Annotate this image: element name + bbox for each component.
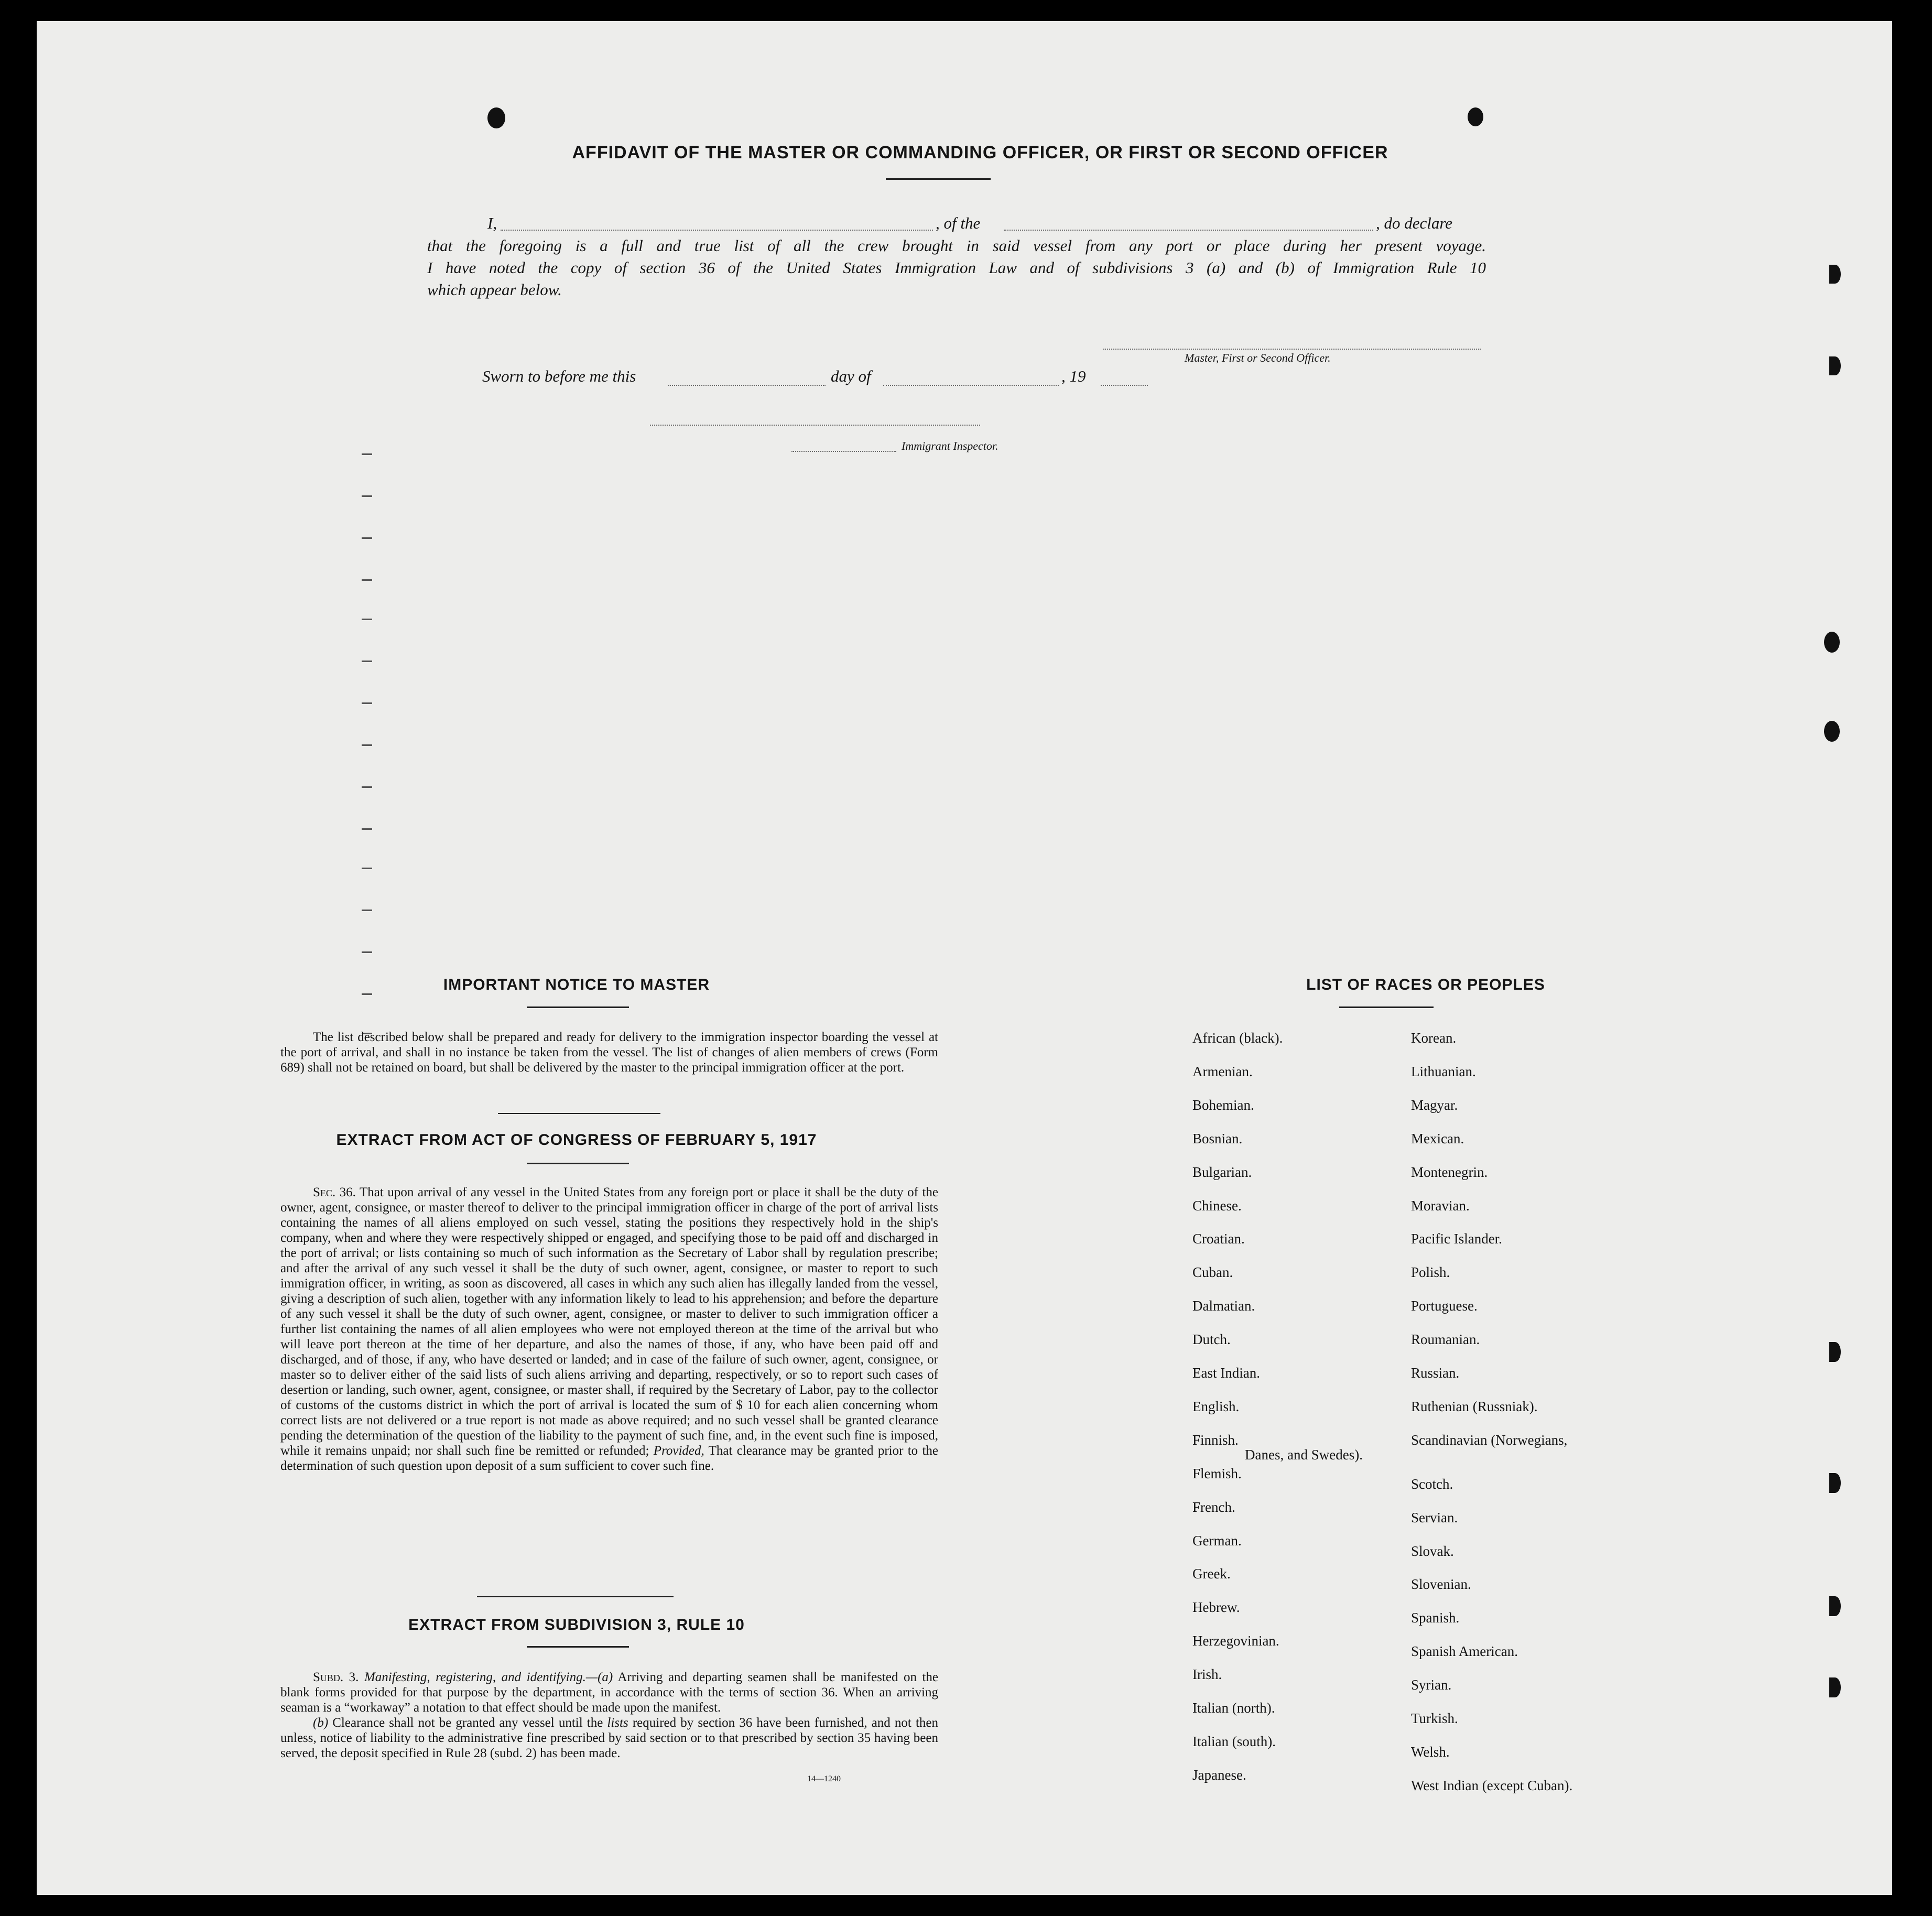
race-item: Bosnian. [1192,1130,1243,1146]
binding-hole [1829,356,1841,375]
form-number: 14—1240 [807,1774,841,1783]
race-item: African (black). [1192,1030,1283,1046]
race-item: Italian (south). [1192,1733,1276,1749]
punch-hole-top-left [487,107,505,128]
race-item: Bohemian. [1192,1097,1254,1113]
race-item: Slovenian. [1411,1576,1471,1593]
margin-dash [362,661,372,662]
margin-dash [362,951,372,953]
binding-hole [1824,632,1840,653]
race-item: Korean. [1411,1030,1457,1046]
punch-hole-top-right [1468,107,1483,126]
race-item: Turkish. [1411,1711,1458,1726]
binding-hole [1829,1596,1841,1616]
race-item: Polish. [1411,1264,1450,1281]
margin-dash [362,495,372,497]
notice-text: The list described below shall be prepared and ready for delivery to the immigration inspector boarding the vessel at the port of arrival, and shall in no instance be taken from the vessel. The list of changes of alien members of crews (Form 689) shall not be retained on board, but shall be delivered by the master to the principal immigration officer at the port. [280,1030,938,1075]
race-item: Moravian. [1411,1197,1470,1214]
race-item: Lithuanian. [1411,1063,1476,1079]
affidavit-body-line: that the foregoing is a full and true list of all the crew brought in said vessel from any port or place during her present voyage. [427,236,1486,255]
rule-paragraph-b [280,1715,938,1761]
margin-dash [362,868,372,869]
race-item: Scotch. [1411,1476,1453,1492]
affidavit-body-line: I have noted the copy of section 36 of the United States Immigration Law and of subdivisions 3 (a) and (b) of Immigration Rule 10 [427,258,1486,277]
race-item: English. [1192,1398,1240,1414]
race-item: Slovak. [1411,1543,1454,1559]
race-item: West Indian (except Cuban). [1411,1777,1573,1793]
extract-act-underline [527,1163,629,1164]
race-item: Irish. [1192,1666,1222,1683]
section-divider [477,1596,674,1597]
race-item: Danes, and Swedes). [1245,1446,1363,1463]
rule-text-a: Arriving and departing seamen shall be manifested on the blank forms provided for that purpose by the department, in accordance with the terms of section 36. When an arriving seaman is a “workaway” a notation to that effect should be made upon the manifest. [280,1670,938,1715]
sworn-day-of-label: day of [831,367,871,385]
race-item: Dalmatian. [1192,1298,1255,1314]
sworn-month-field[interactable] [883,385,1059,386]
extract-act-text [280,1185,938,1474]
section-36-text: 36. That upon arrival of any vessel in the United States from any foreign port or place it shall be the duty of the owner, agent, consignee, or master thereof to deliver to the principal immigration officer in charge of the port of arrival lists containing the names of all aliens employed on such vessel, stating the positions they respectively hold in the ship's company, when and where they were respectively shipped or engaged, and specifying those to be paid off and discharged in the port of arrival; or lists containing so much of such information as the Secretary of Labor shall by regulation prescribe; and after the arrival of any such vessel it shall be the duty of such owner, agent, consignee, or master to report to such immigration officer, in writing, as soon as discovered, all cases in which any such alien has illegally landed from the vessel, giving a description of such alien, together with any information likely to lead to his apprehension; and before the departure of any such vessel it shall be the duty of such owner, agent, consignee, or master to deliver to such immigration officer a further list containing the names of all alien employees who were not employed thereon at the time of the arrival but who will leave port thereon at the time of her departure, and also the names of those, if any, who have been paid off and discharged, and of those, if any, who have deserted or landed; and in case of the failure of such owner, agent, consignee, or master so to deliver either of the said lists of such aliens arriving and departing, respectively, or so to report such cases of desertion or landing, such owner, agent, consignee, or master shall, if required by the Secretary of Labor, pay to the collector of customs of the customs district in which the port of arrival is located the sum of $ 10 for each alien concerning whom correct lists are not delivered or a true report is not made as above required; and no such vessel shall be granted clearance pending the determination of the question of the liability to the payment of such fine, and, in the event such fine is imposed, while it remains unpaid; nor shall such fine be remitted or refunded; [280,1185,938,1458]
race-item: Scandinavian (Norwegians, [1411,1432,1568,1448]
race-item: Armenian. [1192,1063,1253,1079]
margin-dash [362,744,372,746]
affidavit-declare-label: , do declare [1376,214,1453,232]
affidavit-line-1 [487,214,1483,235]
title-underline [886,178,991,180]
race-item: Hebrew. [1192,1599,1240,1616]
margin-dash [362,453,372,455]
vessel-name-field[interactable] [1004,230,1373,231]
binding-hole [1829,1342,1841,1362]
race-item: Spanish. [1411,1610,1460,1626]
rule-text-b1: Clearance shall not be granted any vessel until the [328,1716,607,1730]
inspector-caption-leader [791,451,896,452]
section-36-proviso: That clearance may be granted prior to the determination of such question upon deposit of a sum sufficient to cover such fine. [280,1444,938,1473]
binding-hole [1824,721,1840,742]
binding-hole [1829,265,1841,284]
sworn-prefix: Sworn to before me this [482,367,636,385]
subd-number: 3. [343,1670,364,1684]
notice-title-underline [527,1006,629,1008]
margin-dash [362,537,372,539]
margin-dash [362,619,372,620]
subd-heading: Manifesting, registering, and identifying.—(a) [364,1670,613,1684]
race-item: Russian. [1411,1365,1460,1381]
master-signature-field[interactable] [1103,349,1481,350]
sworn-line [482,367,1216,390]
race-item: French. [1192,1499,1235,1515]
affidavit-body [427,235,1486,301]
affidavit-i-label: I, [487,214,497,232]
race-item: Montenegrin. [1411,1164,1488,1180]
rule-paragraph-a [280,1670,938,1715]
race-item: Roumanian. [1411,1332,1480,1348]
affidavit-title: AFFIDAVIT OF THE MASTER OR COMMANDING OFFICER, OR FIRST OR SECOND OFFICER [572,143,1388,163]
sworn-year-field[interactable] [1101,385,1148,386]
race-item: Welsh. [1411,1744,1450,1760]
race-item: Chinese. [1192,1197,1242,1214]
subd-label: Subd. [313,1670,344,1684]
binding-hole [1829,1473,1841,1493]
rule-text-b2: required by section 36 have been furnished, and not then unless, notice of liability to the administrative fine prescribed by said section or to that prescribed by section 35 having been served, the deposit specified in Rule 28 (subd. 2) has been made. [280,1716,938,1760]
races-title-underline [1339,1006,1434,1008]
b-label: (b) [313,1716,329,1730]
race-item: Dutch. [1192,1332,1231,1348]
race-item: Croatian. [1192,1231,1245,1247]
extract-rule-text [280,1670,938,1761]
race-item: Pacific Islander. [1411,1231,1502,1247]
binding-hole [1829,1677,1841,1697]
extract-act-title: EXTRACT FROM ACT OF CONGRESS OF FEBRUARY 5, 1917 [336,1131,817,1149]
races-title: LIST OF RACES OR PEOPLES [1306,976,1545,993]
extract-rule-title: EXTRACT FROM SUBDIVISION 3, RULE 10 [408,1616,745,1633]
margin-dash [362,702,372,704]
sworn-day-field[interactable] [668,385,826,386]
document-page [37,21,1892,1895]
master-signature-caption: Master, First or Second Officer. [1185,351,1331,364]
margin-dash [362,786,372,788]
race-item: Spanish American. [1411,1643,1518,1660]
inspector-signature-field[interactable] [650,425,980,426]
inspector-caption: Immigrant Inspector. [902,439,998,452]
race-item: Magyar. [1411,1097,1458,1113]
margin-dash [362,910,372,911]
notice-title: IMPORTANT NOTICE TO MASTER [443,976,710,993]
affidavit-body-line: which appear below. [427,280,562,299]
extract-rule-underline [527,1646,629,1648]
affidavit-of-the-label: , of the [936,214,981,232]
race-item: Cuban. [1192,1264,1233,1281]
race-item: Finnish. [1192,1432,1239,1448]
race-item: Japanese. [1192,1767,1246,1783]
margin-dash [362,579,372,581]
margin-dash [362,828,372,830]
race-item: Ruthenian (Russniak). [1411,1398,1538,1414]
race-item: East Indian. [1192,1365,1260,1381]
race-item: Italian (north). [1192,1700,1275,1716]
provided-word: Provided, [653,1444,704,1458]
race-item: Portuguese. [1411,1298,1478,1314]
race-item: Greek. [1192,1566,1231,1582]
lists-word: lists [607,1716,628,1730]
section-label: Sec. [313,1185,336,1199]
race-item: German. [1192,1532,1242,1549]
race-item: Herzegovinian. [1192,1633,1279,1649]
sworn-year-label: , 19 [1061,367,1086,385]
race-item: Mexican. [1411,1130,1464,1146]
master-name-field[interactable] [501,230,933,231]
race-item: Syrian. [1411,1677,1452,1693]
race-item: Flemish. [1192,1465,1242,1481]
race-item: Bulgarian. [1192,1164,1252,1180]
section-divider [498,1113,660,1114]
race-item: Servian. [1411,1509,1458,1525]
